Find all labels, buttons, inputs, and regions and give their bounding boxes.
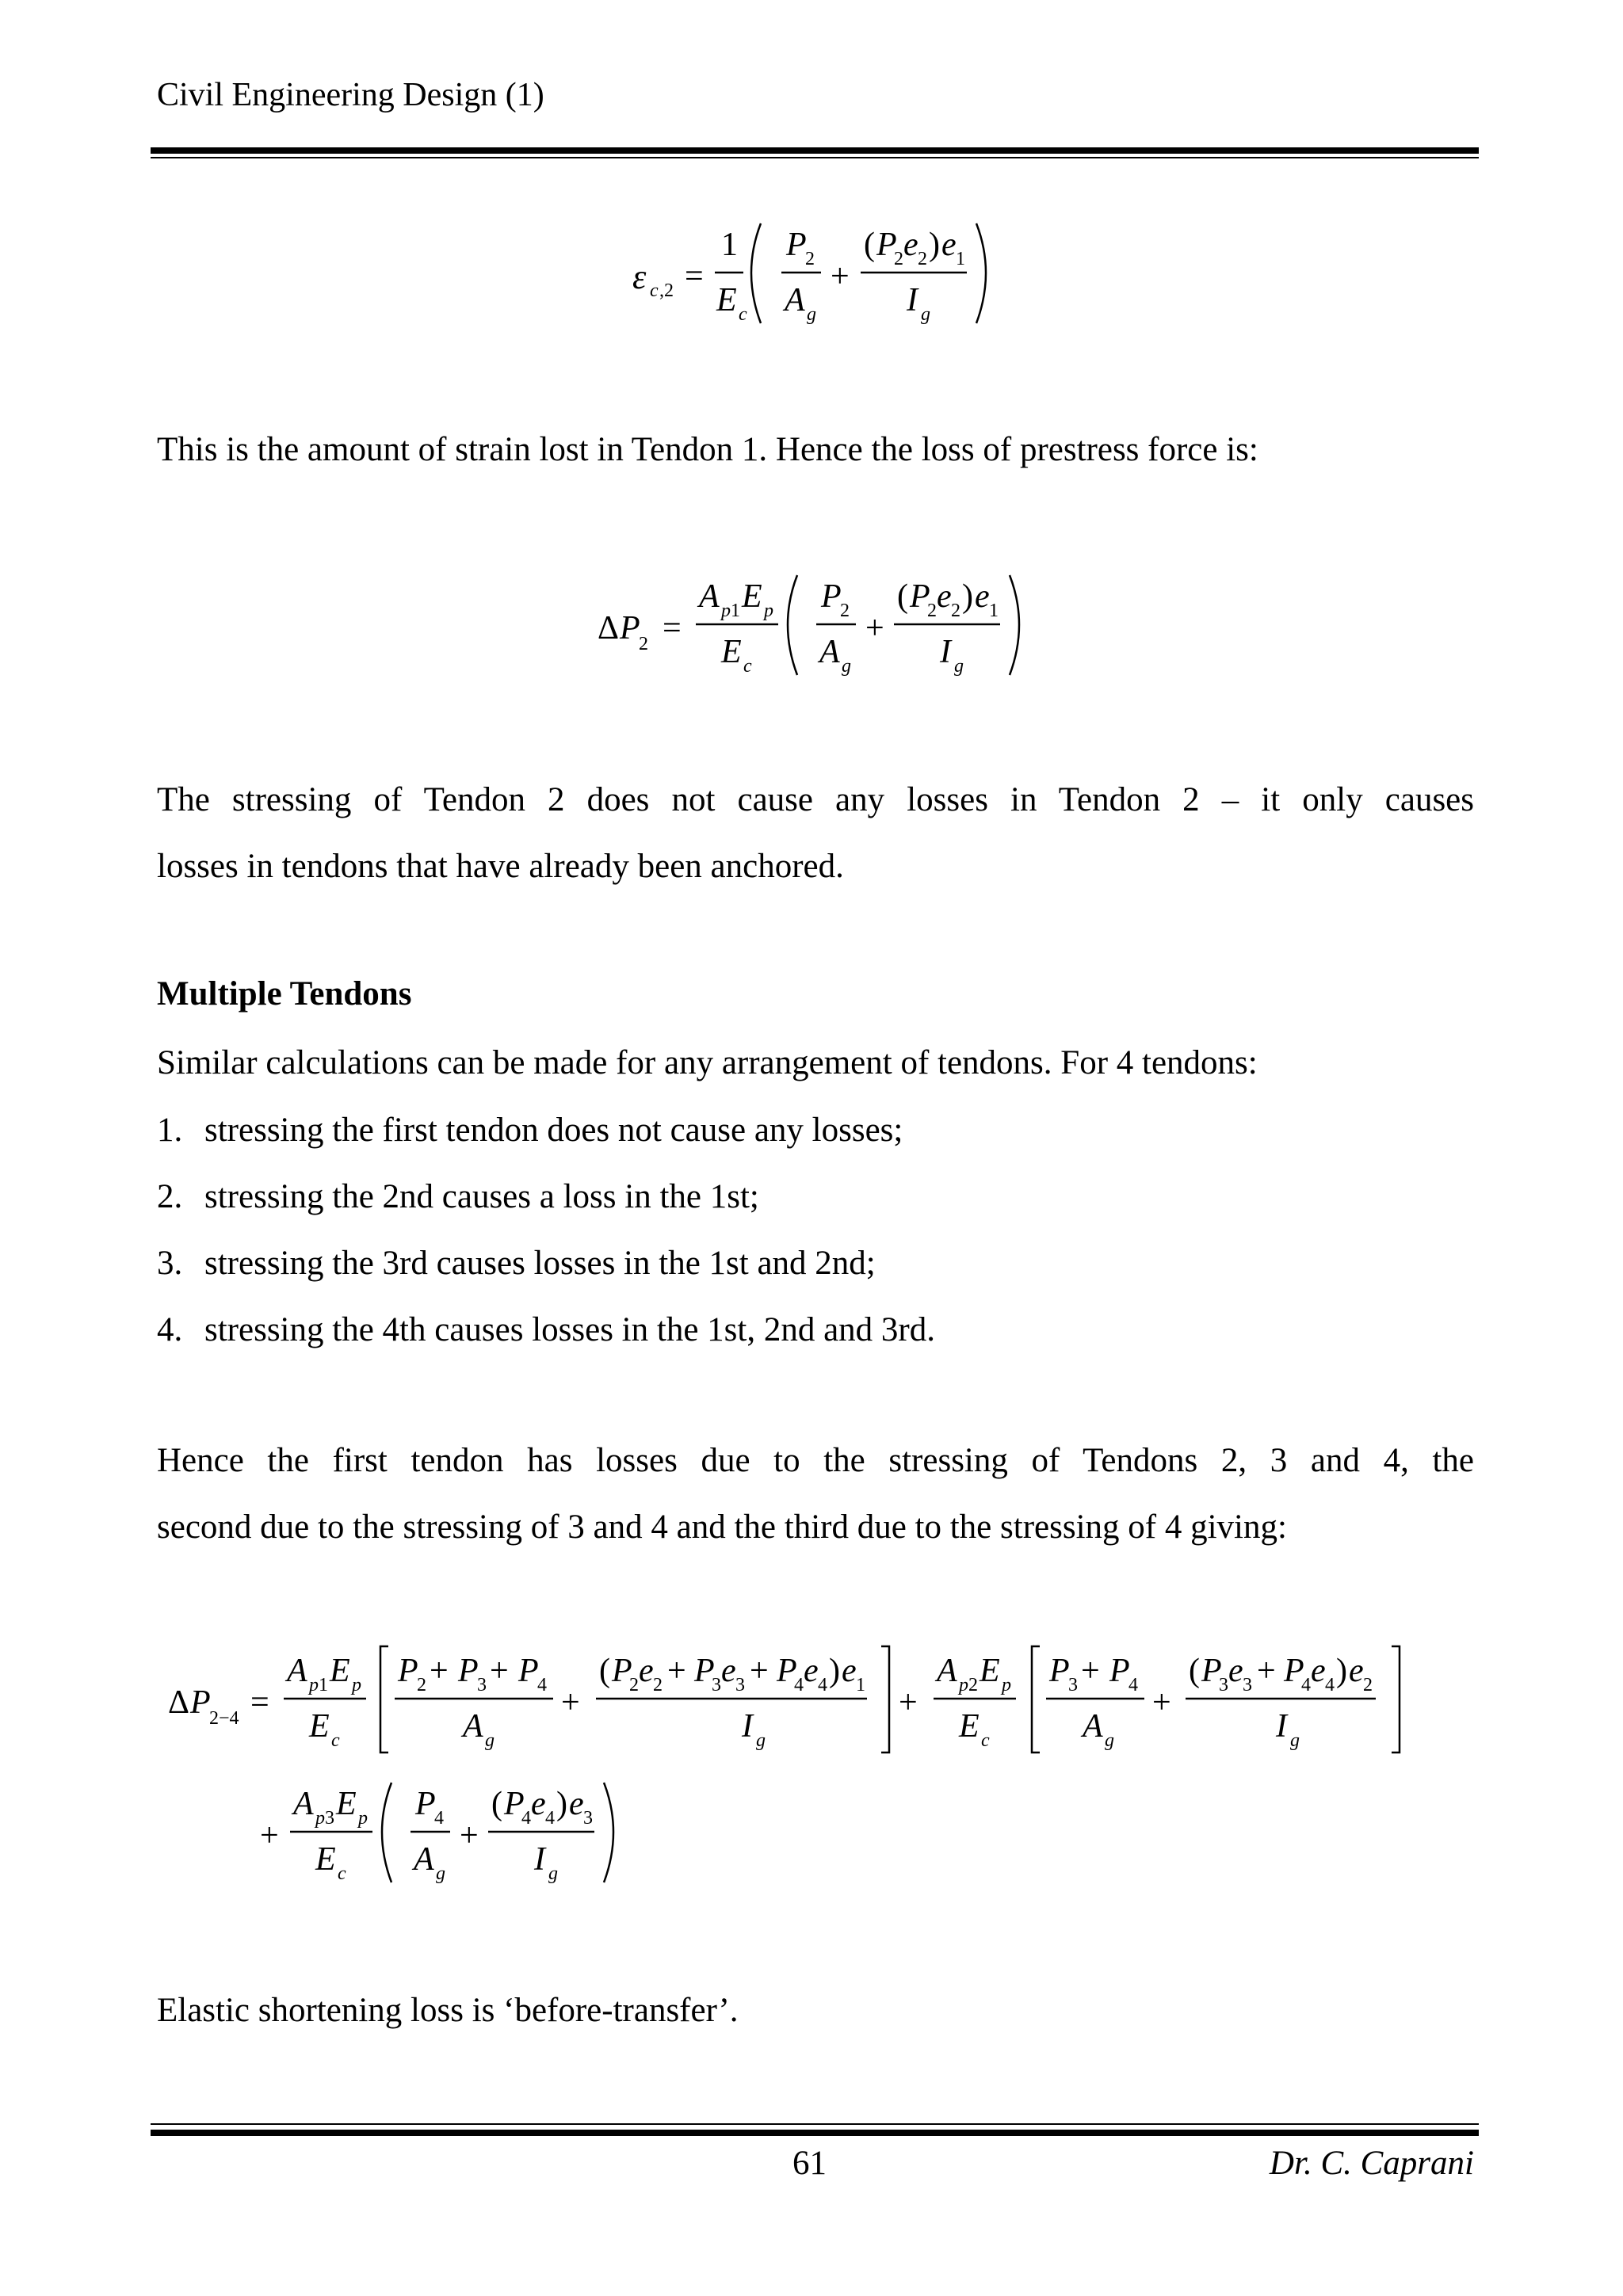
svg-text:p: p [352,1675,361,1695]
svg-text:=: = [685,258,704,295]
footer-rule-thin [151,2123,1479,2125]
svg-text:p: p [959,1675,968,1695]
svg-text:p: p [358,1808,368,1829]
svg-text:A: A [785,282,805,318]
svg-text:c: c [650,280,659,301]
svg-text:p: p [764,601,773,621]
svg-text:1: 1 [731,601,740,621]
paragraph-tendon2-line1: The stressing of Tendon 2 does not cause any losses in Tendon 2 – it only causes [157,781,1474,818]
svg-text:4: 4 [434,1808,444,1829]
svg-text:(: ( [491,1786,502,1822]
svg-text:2: 2 [1363,1675,1373,1695]
svg-text:P: P [190,1684,211,1721]
svg-text:+: + [667,1653,686,1689]
svg-text:I: I [940,634,951,670]
svg-text:e: e [569,1786,584,1822]
list-item: stressing the 3rd causes losses in the 1st and 2nd; [204,1245,876,1282]
paragraph-strain-lost: This is the amount of strain lost in Tendon 1. Hence the loss of prestress force is: [157,431,1258,468]
svg-text:g: g [921,304,930,325]
svg-text:E: E [980,1653,1000,1689]
section-heading: Multiple Tendons [157,975,412,1013]
svg-text:3: 3 [735,1675,745,1695]
svg-text:P: P [398,1653,418,1689]
svg-text:A: A [819,634,840,670]
svg-text:e: e [941,227,957,263]
svg-text:2: 2 [629,1675,639,1695]
svg-text:1: 1 [856,1675,865,1695]
svg-text:g: g [548,1863,558,1884]
svg-text:g: g [1290,1730,1300,1751]
svg-text:=: = [663,610,682,646]
svg-text:): ) [556,1786,567,1822]
svg-text:3: 3 [1068,1675,1078,1695]
equation-delta-p2 [594,559,1054,694]
svg-text:+: + [1081,1653,1100,1689]
svg-text:): ) [929,227,940,263]
svg-text:e: e [531,1786,546,1822]
svg-text:3: 3 [1243,1675,1252,1695]
footer-rule-thick [151,2130,1479,2136]
svg-text:4: 4 [794,1675,804,1695]
svg-text:2: 2 [918,249,927,269]
svg-text:P: P [458,1653,479,1689]
paragraph-tendon2-line2: losses in tendons that have already been anchored. [157,848,844,885]
svg-text:P: P [910,578,930,615]
svg-text:=: = [250,1684,269,1721]
svg-text:e: e [1228,1653,1243,1689]
svg-text:P: P [1201,1653,1222,1689]
svg-text:g: g [842,656,851,677]
list-item: stressing the 2nd causes a loss in the 1st; [204,1178,759,1215]
svg-text:g: g [954,656,964,677]
svg-text:+: + [561,1684,580,1721]
svg-text:g: g [485,1730,495,1751]
svg-text:2: 2 [417,1675,426,1695]
svg-text:P: P [777,1653,797,1689]
svg-text:P: P [1284,1653,1304,1689]
page-number: 61 [792,2145,827,2182]
svg-text:c: c [331,1730,340,1751]
svg-text:e: e [937,578,952,615]
svg-text:2: 2 [653,1675,663,1695]
svg-text:e: e [1311,1653,1326,1689]
svg-text:4: 4 [1325,1675,1335,1695]
svg-text:2: 2 [840,601,850,621]
svg-text:+: + [260,1817,279,1854]
svg-text:(: ( [1189,1653,1200,1689]
svg-text:g: g [756,1730,766,1751]
svg-text:c: c [743,656,752,677]
svg-text:P: P [1109,1653,1130,1689]
svg-text:4: 4 [818,1675,827,1695]
svg-text:P: P [518,1653,539,1689]
svg-text:A: A [414,1841,434,1878]
svg-text:I: I [1276,1708,1287,1745]
svg-text:2: 2 [805,249,815,269]
svg-text:4: 4 [521,1808,531,1829]
svg-text:g: g [807,304,816,325]
svg-text:A: A [937,1653,957,1689]
svg-text:(: ( [864,227,875,263]
paragraph-losses-line1: Hence the first tendon has losses due to the stressing of Tendons 2, 3 and 4, the [157,1442,1474,1479]
svg-text:e: e [1349,1653,1364,1689]
svg-text:2: 2 [968,1675,978,1695]
svg-text:+: + [490,1653,509,1689]
svg-text:A: A [287,1653,307,1689]
svg-text:A: A [699,578,720,615]
list-item-number: 4. [157,1311,183,1348]
svg-text:Δ: Δ [168,1684,190,1721]
svg-text:1: 1 [319,1675,328,1695]
svg-text:A: A [293,1786,314,1822]
svg-text:2: 2 [639,634,648,654]
svg-text:p: p [1002,1675,1011,1695]
svg-text:P: P [694,1653,715,1689]
svg-text:2−4: 2−4 [209,1708,239,1729]
svg-text:E: E [716,282,737,318]
svg-text:4: 4 [1128,1675,1138,1695]
svg-text:E: E [959,1708,980,1745]
svg-text:3: 3 [712,1675,721,1695]
svg-text:g: g [1105,1730,1114,1751]
svg-text:e: e [721,1653,736,1689]
header-rule-thin [151,157,1479,158]
svg-text:e: e [804,1653,819,1689]
svg-text:): ) [962,578,973,615]
list-item: stressing the 4th causes losses in the 1st, 2nd and 3rd. [204,1311,936,1348]
svg-text:e: e [639,1653,654,1689]
svg-text:3: 3 [1219,1675,1228,1695]
svg-text:1: 1 [721,227,738,263]
svg-text:P: P [821,578,842,615]
list-item-number: 2. [157,1178,183,1215]
svg-text:g: g [436,1863,445,1884]
svg-text:c: c [739,304,747,325]
svg-text:P: P [504,1786,525,1822]
svg-text:E: E [721,634,742,670]
svg-text:,2: ,2 [659,280,674,301]
svg-text:+: + [831,258,850,295]
list-item: stressing the first tendon does not cause any losses; [204,1112,903,1149]
equation-delta-p2-4-line1 [158,1634,1484,1768]
svg-text:+: + [1257,1653,1276,1689]
svg-text:3: 3 [477,1675,487,1695]
svg-text:1: 1 [956,249,965,269]
svg-text:(: ( [599,1653,610,1689]
svg-text:): ) [829,1653,840,1689]
paragraph-before-transfer: Elastic shortening loss is ‘before-transfer’. [157,1992,739,2029]
svg-text:c: c [338,1863,346,1884]
svg-text:I: I [534,1841,545,1878]
svg-text:P: P [876,227,897,263]
svg-text:4: 4 [1301,1675,1311,1695]
list-item-number: 1. [157,1112,183,1149]
svg-text:A: A [1083,1708,1103,1745]
equation-delta-p2-4-line2 [254,1767,650,1901]
paragraph-multiple-tendons: Similar calculations can be made for any arrangement of tendons. For 4 tendons: [157,1044,1258,1081]
svg-text:E: E [742,578,762,615]
svg-text:E: E [330,1653,350,1689]
svg-text:1: 1 [989,601,999,621]
equation-strain-c2 [618,208,1030,342]
svg-text:+: + [460,1817,479,1854]
svg-text:+: + [899,1684,918,1721]
paragraph-losses-line2: second due to the stressing of 3 and 4 and the third due to the stressing of 4 giving: [157,1508,1287,1546]
svg-text:e: e [842,1653,857,1689]
svg-text:4: 4 [537,1675,547,1695]
svg-text:2: 2 [951,601,960,621]
svg-text:E: E [336,1786,357,1822]
svg-text:P: P [1049,1653,1070,1689]
svg-text:I: I [742,1708,753,1745]
svg-text:A: A [463,1708,483,1745]
svg-text:c: c [981,1730,990,1751]
svg-text:+: + [750,1653,769,1689]
svg-text:3: 3 [583,1808,593,1829]
svg-text:2: 2 [894,249,903,269]
svg-text:+: + [1152,1684,1171,1721]
svg-text:P: P [612,1653,632,1689]
svg-text:p: p [315,1808,325,1829]
header-rule-thick [151,147,1479,154]
svg-text:e: e [975,578,990,615]
svg-text:+: + [865,610,884,646]
footer-author: Dr. C. Caprani [1269,2145,1474,2182]
svg-text:3: 3 [325,1808,334,1829]
svg-text:e: e [903,227,918,263]
svg-text:E: E [309,1708,330,1745]
svg-text:Δ: Δ [598,610,620,646]
svg-text:(: ( [897,578,908,615]
svg-text:4: 4 [545,1808,555,1829]
svg-text:P: P [620,610,640,646]
svg-text:P: P [786,227,807,263]
list-item-number: 3. [157,1245,183,1282]
page-header-title: Civil Engineering Design (1) [157,77,544,113]
svg-text:2: 2 [927,601,937,621]
svg-text:I: I [907,282,918,318]
svg-text:P: P [415,1786,436,1822]
svg-text:ε: ε [632,257,647,296]
svg-text:+: + [430,1653,449,1689]
svg-text:E: E [315,1841,336,1878]
svg-text:): ) [1336,1653,1347,1689]
svg-text:p: p [721,601,731,621]
svg-text:p: p [309,1675,319,1695]
